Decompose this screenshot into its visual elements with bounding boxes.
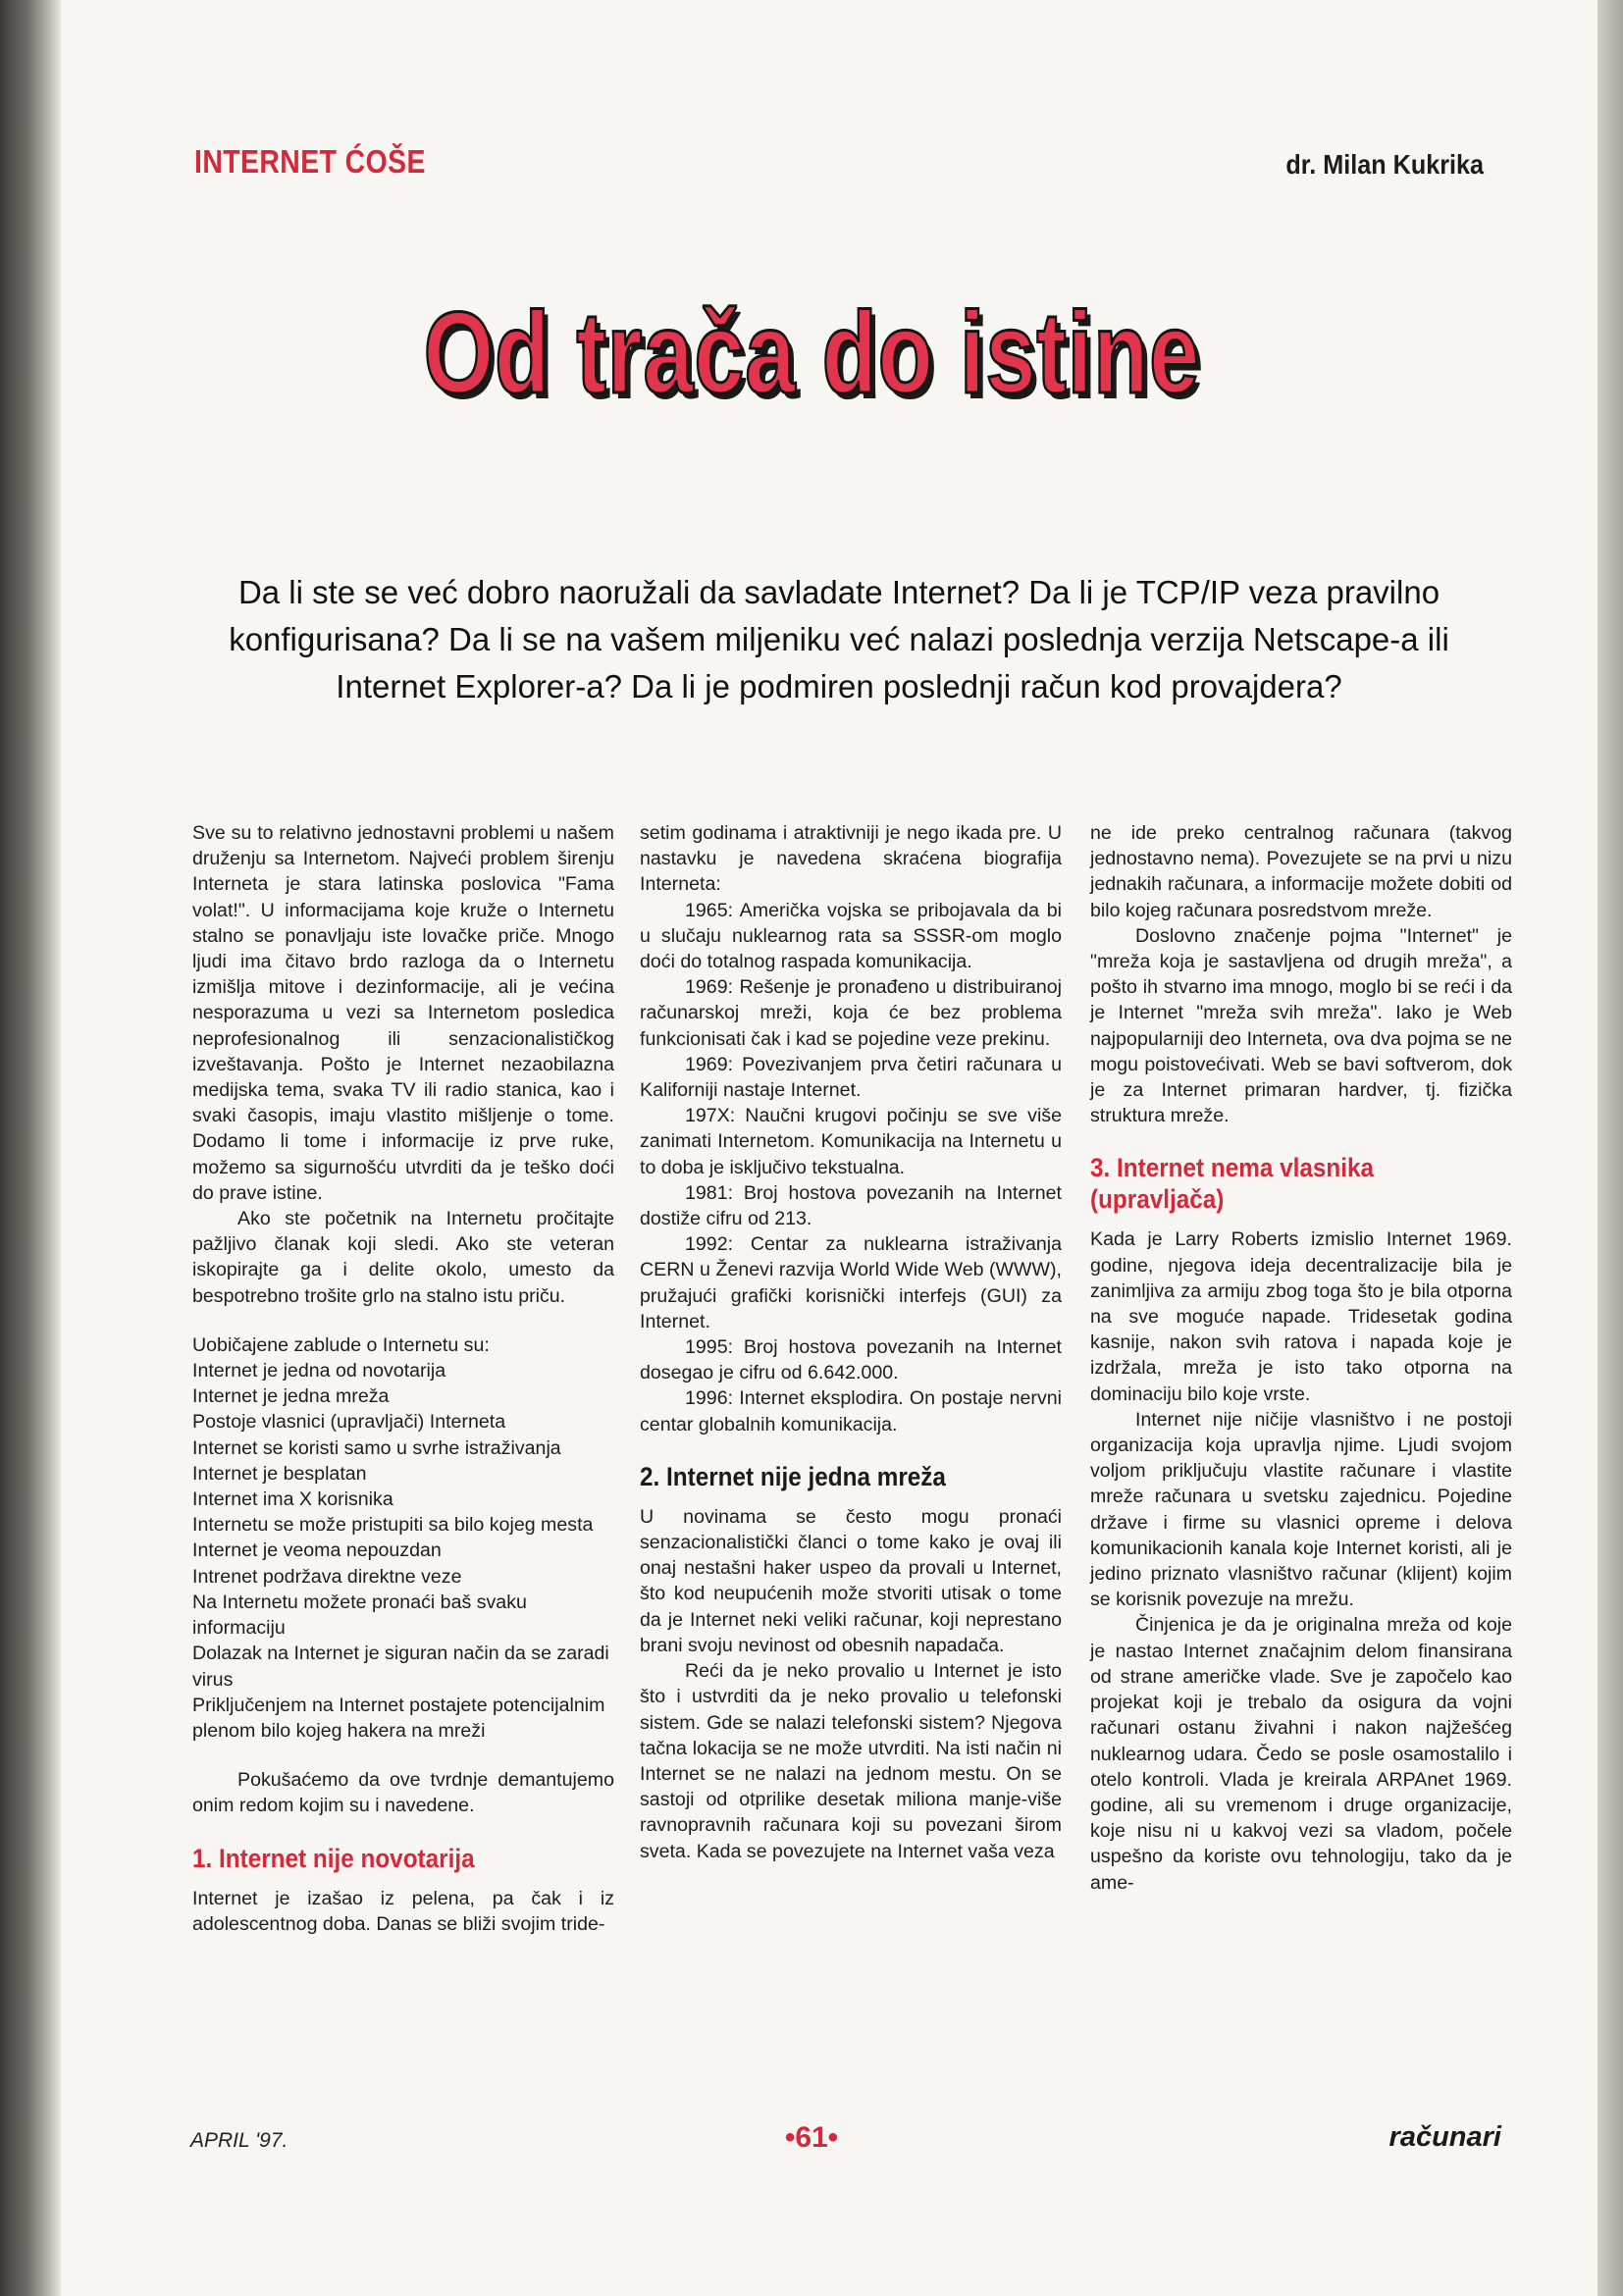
timeline-entry: 1969: Povezivanjem prva četiri računara u Kaliforniji nastaje Internet. <box>640 1053 1062 1102</box>
timeline-entry: 1992: Centar za nuklearna istraživanja CERN u Ženevi razvija World Wide Web (WWW), pružajući grafički korisnički interfejs (GUI) za Internet. <box>640 1233 1062 1332</box>
list-item: Intrenet podržava direktne veze <box>192 1565 462 1588</box>
paragraph: Činjenica je da je originalna mreža od koje je nastao Internet značajnim delom finansirana od strane američke vlade. Sve je započelo kao projekat koji je trebalo da osigura da vojni računari ostanu živahni i nakon najžešćeg nuklearnog udara. Čedo se posle osamostalilo i otelo kontroli. Vlada je kreirala ARPAnet 1969. godine, ali su vremenom i druge organizacije, koje nisu ni u kakvoj vezi sa vladom, počele uspešno da koriste ovu tehnologiju, tako da je ame- <box>1090 1614 1512 1894</box>
column-1 <box>192 820 614 1937</box>
section-heading-2: 2. Internet nije jedna mreža <box>640 1461 946 1491</box>
paragraph: Reći da je neko provalio u Internet je isto što i ustvrditi da je neko provalio u telefonski sistem. Gde se nalazi telefonski sistem? Njegova tačna lokacija se ne može utvrditi. Na isti način ni Internet se ne nalazi na jednom mestu. On se sastoji od otprilike desetak miliona manje-više ravnopravnih računara koji su povezani širom sveta. Kada se povezujete na Internet vaša veza <box>640 1660 1062 1862</box>
timeline-entry: 197X: Naučni krugovi počinju se sve više zanimati Internetom. Komunikacija na Internetu u to doba je isključivo tekstualna. <box>640 1105 1062 1178</box>
paragraph: Internet nije ničije vlasništvo i ne postoji organizacija koja upravlja njime. Ljudi svojom voljom priključuju vlastite računare i vlastite mreže računara u svetsku zajednicu. Pojedine države i firme su vlasnici opreme i delova komunikacionih kanala koje Internet koristi, ali je jedino priznato vlasništvo računar (klijent) kojim se korisnik povezuje na mrežu. <box>1090 1408 1512 1611</box>
list-item: Internet je veoma nepouzdan <box>192 1539 442 1562</box>
section-heading-1: 1. Internet nije novotarija <box>192 1843 475 1873</box>
paragraph: Pokušaćemo da ove tvrdnje demantujemo onim redom kojim su i navedene. <box>192 1769 614 1817</box>
paragraph: Doslovno značenje pojma "Internet" je "mreža koja je sastavljena od drugih mreža", a pošto ih stvarno ima mnogo, moglo bi se reći i da je Internet "mreža svih mreža". Iako je Web najpopularniji deo Interneta, ova dva pojma se ne mogu poistovećivati. Web se bavi softverom, dok je za Internet primaran hardver, tj. fizička struktura mreže. <box>1090 924 1512 1127</box>
timeline-entry: 1965: Američka vojska se pribojavala da bi u slučaju nuklearnog rata sa SSSR-om moglo doći do totalnog raspada komunikacija. <box>640 899 1062 973</box>
list-item: Internetu se može pristupiti sa bilo kojeg mesta <box>192 1514 594 1537</box>
paragraph: Kada je Larry Roberts izmislio Internet 1969. godine, njegova ideja decentralizacije bila je zanimljiva za armiju zbog toga što je bila otporna na sve moguće napade. Tridesetak godina kasnije, nakon svih ratova i napada koje je izdržala, mreža je isto tako otporna na dominaciju bilo koje vrste. <box>1090 1228 1512 1405</box>
article-lead: Da li ste se već dobro naoružali da savladate Internet? Da li je TCP/IP veza pravilno konfigurisana? Da li se na vašem miljeniku već nalazi poslednja verzija Netscape-a ili Internet Explorer-a? Da li je podmiren poslednji račun kod provajdera? <box>229 574 1449 704</box>
list-item: Dolazak na Internet je siguran način da se zaradi virus <box>192 1643 609 1691</box>
page-number: •61• <box>784 2121 839 2154</box>
paragraph: ne ide preko centralnog računara (takvog jednostavno nema). Povezujete se na prvi u nizu jednakih računara, a informacije možete dobiti od bilo kojeg računara posredstvom mreže. <box>1090 822 1512 921</box>
list-item: Na Internetu možete pronaći baš svaku informaciju <box>192 1591 527 1640</box>
list-item: Internet se koristi samo u svrhe istraživanja <box>192 1436 561 1459</box>
paragraph: setim godinama i atraktivniji je nego ikada pre. U nastavku je navedena skraćena biografija Interneta: <box>640 822 1062 896</box>
issue-date: APRIL '97. <box>190 2129 288 2152</box>
list-intro: Uobičajene zablude o Internetu su: <box>192 1333 490 1356</box>
list-item: Internet ima X korisnika <box>192 1488 393 1511</box>
misconceptions-list <box>192 1358 614 1744</box>
magazine-brand: računari <box>1388 2121 1501 2153</box>
list-item: Priključenjem na Internet postajete potencijalnim plenom bilo kojeg hakera na mreži <box>192 1694 605 1742</box>
paragraph: Ako ste početnik na Internetu pročitajte pažljivo članak koji sledi. Ako ste veteran iskopirajte ga i delite okolo, umesto da bespotrebno trošite grlo na stalno istu priču. <box>192 1208 614 1307</box>
paragraph: Internet je izašao iz pelena, pa čak i iz adolescentnog doba. Danas se bliži svojim tride- <box>192 1887 614 1935</box>
author-name: dr. Milan Kukrika <box>1285 149 1484 180</box>
timeline-entry: 1995: Broj hostova povezanih na Internet dosegao je cifru od 6.642.000. <box>640 1336 1062 1384</box>
list-item: Internet je jedna od novotarija <box>192 1360 446 1383</box>
list-item: Postoje vlasnici (upravljači) Interneta <box>192 1411 506 1434</box>
section-heading-3: 3. Internet nema vlasnika (upravljača) <box>1090 1153 1375 1215</box>
timeline-entry: 1981: Broj hostova povezanih na Internet dostiže cifru od 213. <box>640 1181 1062 1230</box>
section-label: INTERNET ĆOŠE <box>194 143 426 180</box>
list-item: Internet je jedna mreža <box>192 1385 390 1408</box>
list-item: Internet je besplatan <box>192 1462 367 1485</box>
timeline-entry: 1969: Rešenje je pronađeno u distribuiranoj računarskoj mreži, koja će bez problema funkcionisati čak i kad se pojedine veze prekinu. <box>640 976 1062 1050</box>
column-2 <box>640 820 1062 1864</box>
article-title: Od trača do istine <box>423 288 1200 418</box>
paragraph: U novinama se često mogu pronaći senzacionalistički članci o tome kako je ovaj ili onaj nestašni haker uspeo da provali u Internet, što kod neupućenih može stvoriti utisak o tome da je Internet neki veliki računar, koji neprestano brani svoju nevinost od obesnih napadača. <box>640 1505 1062 1656</box>
paragraph: Sve su to relativno jednostavni problemi u našem druženju sa Internetom. Najveći problem širenju Interneta je stara latinska poslovica "Fama volat!". U informacijama koje kruže o Internetu stalno se ponavljaju iste lovačke priče. Mnogo ljudi ima čitavo brdo razloga da o Internetu izmišlja mitove i dezinformacije, ali je većina nesporazuma u vezi sa Internetom posledica neprofesionalnog ili senzacionalističkog izveštavanja. Pošto je Internet nezaobilazna medijska tema, svaka TV ili radio stanica, kao i svaki časopis, imaju vlastito mišljenje o tome. Dodamo li tome i informacije iz prve ruke, možemo sa sigurnošću utvrditi da je teško doći do prave istine. <box>192 822 614 1204</box>
timeline-entry: 1996: Internet eksplodira. On postaje nervni centar globalnih komunikacija. <box>640 1387 1062 1435</box>
column-3 <box>1090 820 1512 1896</box>
